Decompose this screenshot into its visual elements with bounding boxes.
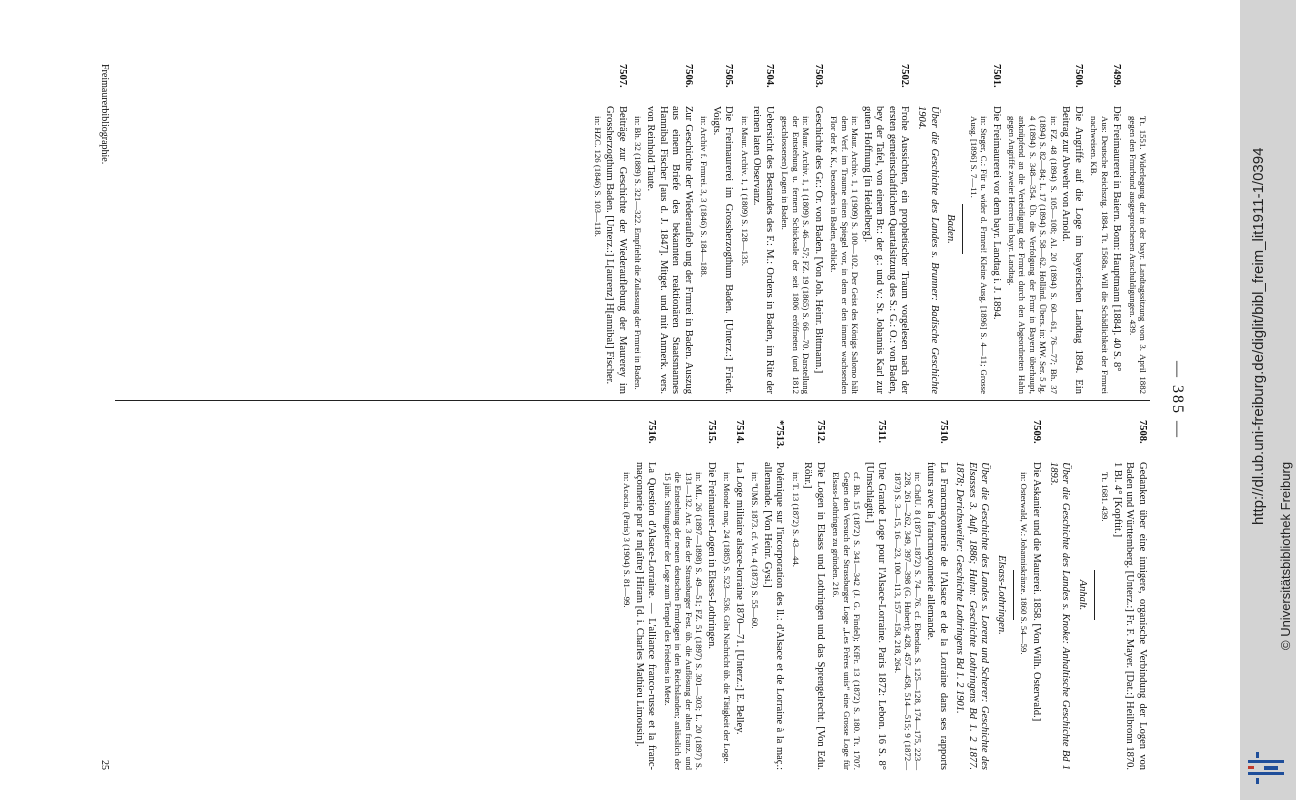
- bibliography-entry: [662, 420, 716, 770]
- entry-number: 7514.: [733, 420, 745, 444]
- entry-number: 7507.: [617, 64, 628, 88]
- entry-number: 7500.: [1072, 64, 1084, 88]
- entry-title: Une Grande Loge pour l'Alsace-Lorraine. Paris 1872: Lebon. 16 S. 8° [Umschlagtit.]: [863, 462, 888, 770]
- bibliography-entry: [1007, 64, 1084, 394]
- entry-title: Die Logen in Elsass und Lothringen und das Sprengelrecht. [Von Edu. Röhr.]: [802, 462, 826, 770]
- source-url-link[interactable]: http://dl.ub.uni-freiburg.de/diglit/bibl_freim_lit1911-1/0394: [1250, 147, 1267, 525]
- entry-title: Polémique sur l'incorporation des ll.: d'Alsace et de Lorraine à la maç.: allemande. [Von Heinr. Gysi.]: [761, 462, 786, 770]
- bibliography-entry: [592, 64, 628, 394]
- rotated-page: [80, 0, 1220, 800]
- right-column: [617, 420, 1148, 770]
- footer-right: 25: [99, 760, 110, 770]
- entry-title: Uebersicht des Bestandes des F.: M.: Ordens in Baden, im Rite der reinen laten Observanz.: [751, 106, 775, 394]
- page-number: — 385 —: [1169, 361, 1186, 439]
- entry-title: Beiträge zur Geschichte der Wiederauflebung der Maurerey im Grossherzogthum Baden. [Unterz.:] L[aurenz] H[annibal] Fischer.: [604, 106, 628, 394]
- entry-title: Die Askanier und die Maurerei. 1858. [Von Wilh. Osterwald.]: [1031, 462, 1043, 722]
- entry-note: in: Acacia. (Paris) 3 (1904) S. 81—99.: [622, 472, 633, 608]
- bibliography-entry: [831, 420, 887, 770]
- entry-title: Die Freimaurer-Logen in Elsass-Lothringen.: [705, 462, 717, 649]
- entry-number: 7506.: [682, 64, 694, 88]
- entry-number: 7516.: [646, 420, 658, 444]
- column-divider: [115, 400, 1150, 401]
- bibliography-entry: [633, 64, 694, 394]
- entry-number: 7512.: [814, 420, 826, 444]
- bibliography-entry: [1089, 64, 1122, 394]
- entry-note: Tt. 1551. Widerlegung der in der bayr. Landtagssitzung vom 3. April 1882 gegen den Frmrbund ausgesprochenen Anschuldigungen. 439.: [1127, 116, 1148, 394]
- entry-note: in: Maur. Archiv. 1, 1 (1909) S. 100—102. Der Geist des Königs Salomo hält dem Verf. im Traume einen Spiegel vor, in dem er den immer wachsenden Flor der K. K., besonders in Baden, erblickt.: [829, 116, 860, 394]
- entry-title: Zur Geschichte der Wiederaufleb ung der Frmrei in Baden. Auszug aus einem Briefe des bekannten reaktionären Staatsmannes Hannibal Fischer [aus d. J. 1847]. Mitget. und mit Anmerk. vers. von Reinhold Taute.: [645, 106, 694, 394]
- entry-number: 7511.: [876, 420, 888, 444]
- entry-note: in: Osterwald, W.: Johanniskränze. 1860 S. 54—59.: [1019, 472, 1030, 655]
- entry-number: *7513.: [774, 420, 786, 449]
- bibliography-entry: [892, 420, 948, 770]
- section-note-elsass: Über die Geschichte des Landes s. Lorenz und Scherer: Geschichte des Elsasses 3. Aufl. 1886; Huhn: Geschichte Lothringens Bd 1. 2 1877. 1878; Derichsweiler: Geschichte Lothringens Bd 1. 2 1901.: [954, 462, 991, 770]
- library-logo-icon: [1246, 748, 1286, 788]
- footer-left: Freimaurerbibliographie.: [99, 64, 110, 165]
- bibliography-entry: [790, 420, 826, 770]
- separator: [1094, 570, 1095, 620]
- separator: [962, 204, 963, 254]
- section-note-baden: Über die Geschichte des Landes s. Brunner: Badische Geschichte 1904.: [915, 106, 940, 394]
- entry-note: in: Bh. 32 (1889) S. 321—322. Empfiehlt die Zulassung der Frmrei in Baden.: [633, 116, 644, 390]
- entry-note: in: ChdU. 8 (1871—1872) S. 74—76. cf. Ebendas. S. 125—128, 174—175, 223—228, 261—262, 349, 397—398 (G. Hubert); 428, 457—458, 514—515; 9 (1872—1873) S. 3—15, 16—23, 100—113, 157—158, 218, 264.: [892, 472, 924, 770]
- entry-title: La Question d'Alsace-Lorraine. — L'alliance franco-russe et la franc-maçonnerie par le m[aître] Hiram [d. i. Charles Mathieu Limousin].: [633, 462, 658, 770]
- entry-number: 7510.: [937, 420, 949, 444]
- bibliography-entry: [722, 420, 745, 770]
- entry-note: in: ML. 26 (1897—1898) S. 49—51; FZ. 51 (1897) S. 301—303; L. 20 (1897) S. 131—132. Art. 3 des der Strassburger Fest. üb. die Auflösung der alten franz. und die Entstehung der neuen deutschen Frmrlogen in den Reichslanden; anlässlich der 15 jähr. Stiftungsfeier der Loge zum Tempel des Friedens in Metz.: [662, 472, 705, 770]
- entry-note: in: ºUMS. 1873. cf. Vrt. 4 (1873) S. 55—60.: [750, 472, 761, 629]
- bibliography-entry: [699, 64, 735, 394]
- entry-title: Frohe Aussichten, ein prophetischer Traum vorgelesen nach der ersten gemeinschaftlichen Quartalsitzung des S.: G.: O.: von Baden, bey der Tafel, von einem Br.: der g.: und v.: St. Johannis Karl zur guten Hoffnung [in Heidelberg].: [861, 106, 911, 394]
- section-note-anhalt: Über die Geschichte des Landes s. Knoke: Anhaltische Geschichte Bd 1 1893.: [1047, 462, 1072, 770]
- entry-note: in: Steger, C.: Für u. wider d. Frmrei! Kleine Ausg. [1896] S. 4—11; Grosse Ausg. [1896] S. 7—11.: [968, 116, 989, 394]
- entry-number: 7515.: [705, 420, 717, 444]
- entry-note: in: Archiv f. Frmrei. 3, 3 (1846) S. 184—188.: [699, 116, 710, 278]
- entry-number: 7505.: [723, 64, 735, 88]
- entry-note: in: FZ. 48 (1894) S. 105—108; Al. 20 (1894) S. 60—61, 76—77; Bh. 37 (1894) S. 82—84; L. 17 (1894) S. 58—62. Holländ. Übers. in: MW. Ser. 5 Jg. 4 (1894) S. 348—354. Üb. die Verfolgung der Frmr in Bayern überhaupt, anknüpfend an die Verteidigung der Frmrei durch den Abgeordneten Hahn gegen Angriffe zweier Herren im bayr. Landtag.: [1006, 116, 1059, 394]
- entry-title: Die Freimaurerei vor dem bayr. Landtag i. J. 1894.: [990, 106, 1002, 320]
- entry-number: 7503.: [812, 64, 824, 88]
- section-heading-anhalt: Anhalt.: [1076, 579, 1088, 611]
- viewer-sidebar: [1240, 0, 1296, 800]
- entry-note: in: Maur. Archiv. 1, 1 (1809) S. 128—135.: [739, 116, 750, 266]
- entry-number: 7502.: [899, 64, 911, 88]
- separator: [1013, 570, 1014, 620]
- entry-note: Tt. 1681. 439.: [1100, 472, 1111, 522]
- bibliography-entry: [739, 64, 775, 394]
- bibliography-entry: [1019, 420, 1042, 770]
- bibliography-entry: [750, 420, 786, 770]
- entry-title: Die Freimaurerei in Baiern. Bonn: Hauptmann [1884]. 40 S. 8°: [1111, 106, 1123, 372]
- entry-number: 7508.: [1137, 420, 1148, 444]
- bibliography-entry: [1127, 64, 1148, 394]
- entry-number: 7504.: [763, 64, 775, 88]
- entry-number: 7499.: [1111, 64, 1123, 88]
- section-heading-baden: Baden.: [945, 214, 957, 244]
- entry-title: La Francmaçonnerie de l'Alsace et de la Lorraine dans ses rapports futurs avec la francmaçonnerie allemande.: [925, 462, 949, 770]
- copyright-notice: © Universitätsbibliothek Freiburg: [1278, 461, 1293, 650]
- entry-title: Geschichte des Gr.: Or. von Baden. [Von Joh. Heinr. Bittmann.]: [812, 106, 824, 374]
- entry-title: La Loge militaire alsace-lorraine 1870—71. [Unterz.:] E. Belley.: [733, 462, 745, 735]
- entry-note: in: Monde maç. 24 (1885) S. 523—536. Gibt Nachricht üb. die Tätigkeit der Loge.: [722, 472, 733, 764]
- bibliography-entry: [829, 64, 911, 394]
- entry-title: Gedanken über eine innigere, organische Verbindung der Logen von Baden und Württemberg. [Unterz.:] Fr. F. Mayer. [Dat.:] Heilbronn 1870. 1 Bl. 4° [Kopftit.]: [1111, 462, 1148, 770]
- entry-number: 7509.: [1031, 420, 1043, 444]
- entry-note: in: Maur. Archiv. 1, 1 (1809) S. 46—57; FZ. 19 (1865) S. 66—70. Darstellung der Entstehung u. fernern Schicksale der seit 1806 eröffneten (und 1812 geschlossenen) Logen in Baden.: [780, 116, 812, 394]
- bibliography-entry: [622, 420, 658, 770]
- entry-note: in: HZC. 126 (1846) S. 103—118.: [592, 116, 603, 237]
- entry-number: 7501.: [990, 64, 1002, 88]
- entry-note: cf. Bh. 15 (1872) S. 341—342 (J. G. Findel); KfFr. 13 (1872) S. 180. Tt. 1707. Gegen den Versuch der Strassburger Loge „Les Frères unis“ eine Grosse Loge für Elsass-Lothringen zu gründen. 216.: [831, 472, 863, 770]
- bibliography-entry: [968, 64, 1001, 394]
- entry-title: Die Freimaurerei im Grossherzogthum Baden. [Unterz.:] Friedr. Voigts.: [710, 106, 735, 394]
- entry-note: in: T. 13 (1872) S. 43—44.: [790, 472, 801, 567]
- entry-note: Aus: Deutsche Reichsztg. 1884. Tt. 1568a. Will die Schädlichkeit der Frmrei nachweisen. KB.: [1089, 116, 1110, 394]
- bibliography-entry: [780, 64, 824, 394]
- entry-title: Die Angriffe auf die Loge im bayerischen Landtag 1894. Ein Beitrag zur Abwehr von Arnold.: [1060, 106, 1084, 394]
- bibliography-entry: [1100, 420, 1148, 770]
- section-heading-elsass: Elsass-Lothringen.: [996, 555, 1008, 635]
- left-column: [587, 64, 1148, 394]
